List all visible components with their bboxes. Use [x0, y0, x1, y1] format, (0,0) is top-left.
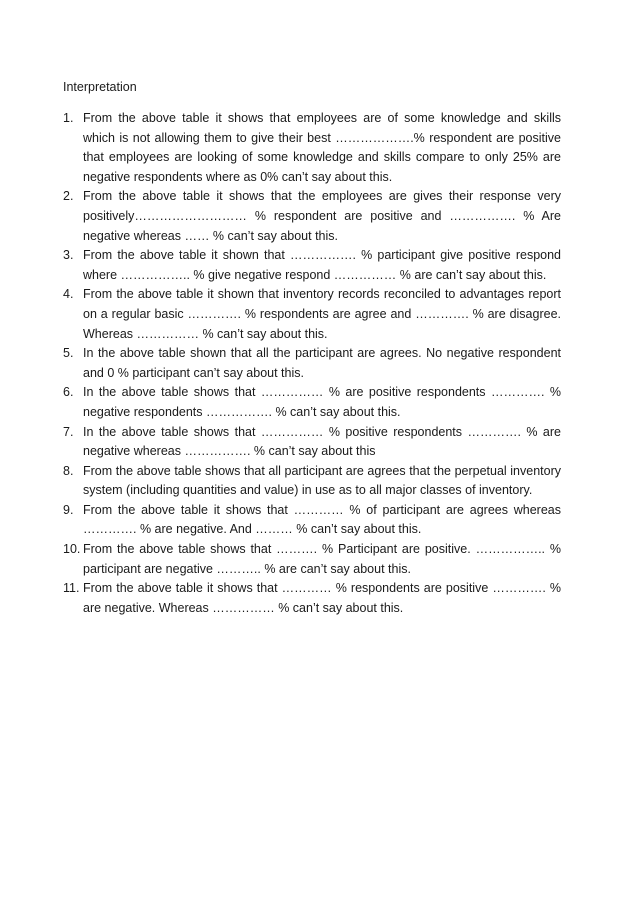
item-text: From the above table shows that ………. % Participant are positive. …………….. % participant are negative ……….. % are can’t say about this. — [83, 542, 561, 576]
item-number: 10. — [63, 542, 81, 557]
list-item — [63, 344, 561, 383]
item-text: From the above table shows that all participant are agrees that the perpetual inventory system (including quantities and value) in use as to all major classes of inventory. — [83, 463, 561, 498]
item-number: 11. — [63, 581, 80, 596]
item-number: 9. — [63, 502, 74, 517]
section-heading: Interpretation — [63, 80, 137, 94]
list-item — [63, 501, 561, 540]
item-text: From the above table it shows that ………… % of participant are agrees whereas …………. % are negative. And ……… % can’t say about this. — [83, 502, 561, 537]
list-item — [63, 383, 561, 422]
list-item — [63, 246, 561, 285]
item-text: From the above table it shown that inventory records reconciled to advantages report on a regular basic …………. % respondents are agree and …………. % are disagree. Whereas …………… % can’t say about this. — [83, 287, 561, 341]
item-text: From the above table it shown that ……………. % participant give positive respond where …………….. % give negative respond …………… % are can’t say about this. — [83, 248, 561, 282]
item-number: 8. — [63, 463, 74, 478]
item-text: In the above table shows that …………… % positive respondents …………. % are negative whereas ……………. % can’t say about this — [83, 424, 561, 459]
item-number: 4. — [63, 287, 74, 302]
list-item — [63, 423, 561, 462]
list-item — [63, 187, 561, 246]
item-text: In the above table shows that …………… % are positive respondents …………. % negative respondents ……………. % can’t say about this. — [83, 385, 561, 419]
list-item — [63, 462, 561, 501]
list-item — [63, 540, 561, 579]
item-text: From the above table it shows that the employees are gives their response very positively……………………… % respondent are positive and ……………. % Are negative whereas …… % can’t say about this. — [83, 189, 561, 243]
list-item — [63, 285, 561, 344]
item-text: In the above table shown that all the participant are agrees. No negative respondent and 0 % participant can’t say about this. — [83, 346, 561, 380]
list-item — [63, 109, 561, 187]
item-number: 1. — [63, 111, 74, 125]
list-item — [63, 579, 561, 618]
item-number: 2. — [63, 189, 74, 204]
interpretation-list — [63, 109, 561, 618]
item-number: 7. — [63, 424, 74, 439]
item-text: From the above table it shows that ………… % respondents are positive …………. % are negative. Whereas …………… % can’t say about this. — [83, 581, 561, 615]
item-number: 3. — [63, 248, 74, 263]
item-text: From the above table it shows that employees are of some knowledge and skills which is not allowing them to give their best ……………….% respondent are positive that employees are looking of some knowledge and skills compare to only 25% are negative respondents where as 0% can’t say about this. — [83, 111, 561, 184]
item-number: 6. — [63, 385, 74, 400]
item-number: 5. — [63, 346, 74, 361]
